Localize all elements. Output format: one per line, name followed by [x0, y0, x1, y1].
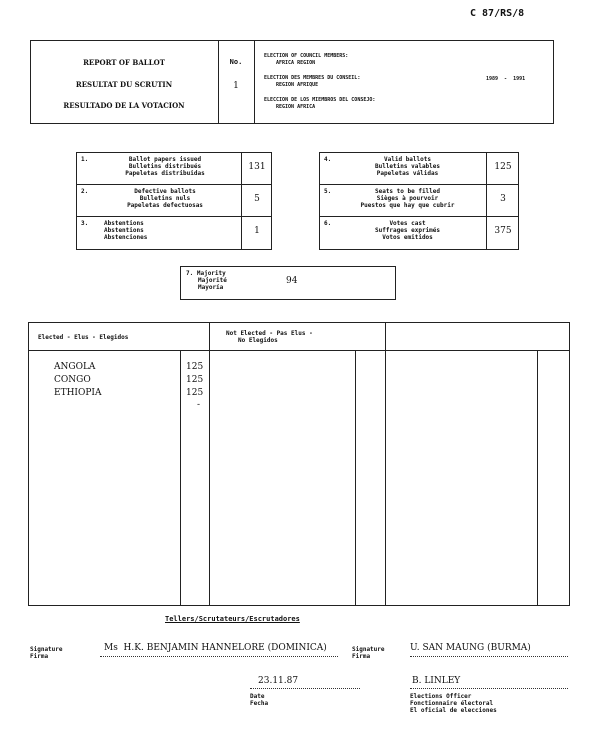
election-es-title: ELECCION DE LOS MIEMBROS DEL CONSEJO:: [264, 97, 376, 103]
firma-label-left: Firma: [30, 653, 49, 660]
stat-number: 1.: [81, 156, 89, 163]
signature-label-right: Signature: [352, 646, 385, 653]
stat-value: 125: [494, 162, 512, 172]
results-votes-col-3: [537, 350, 538, 606]
stat-label-es: Votos emitidos: [382, 234, 433, 241]
stat-label-es: Papeletas defectuosas: [127, 202, 203, 209]
results-votes-col-2: [355, 350, 356, 606]
stats-left-row-line-1: [76, 184, 272, 185]
header-divider-2: [254, 40, 255, 124]
date-line: [250, 688, 360, 689]
stat-value: 1: [254, 226, 260, 236]
stat-value: 375: [494, 226, 512, 236]
stat-value: 5: [254, 194, 260, 204]
majority-label-en-text: Majority: [196, 270, 226, 277]
majority-label-fr: Majorité: [198, 277, 227, 284]
stat-number: 4.: [324, 156, 332, 163]
stat-label-fr: Abstentions: [104, 227, 144, 234]
stat-label-fr: Bulletins valables: [374, 163, 441, 170]
stats-right-row-line-1: [319, 184, 519, 185]
teller2-signature-line: [410, 656, 568, 657]
stat-label-en: Seats to be filled: [374, 188, 441, 195]
report-title-en: REPORT OF BALLOT: [83, 58, 165, 67]
results-votes-col-1: [180, 350, 181, 606]
tellers-title: Tellers/Scrutateurs/Escrutadores: [165, 615, 300, 623]
vote-count: 125: [186, 388, 204, 398]
stats-left-row-line-2: [76, 216, 272, 217]
officer-label-fr: Fonctionnaire électoral: [410, 700, 494, 707]
stat-value: 3: [500, 194, 506, 204]
majority-value: 94: [286, 276, 298, 286]
country-name: ETHIOPIA: [54, 388, 102, 398]
officer-label-es: El oficial de elecciones: [410, 707, 497, 714]
majority-label-es: Mayoría: [198, 284, 224, 291]
stat-label-en: Votes cast: [389, 220, 426, 227]
fecha-label: Fecha: [250, 700, 269, 707]
stat-label-fr: Bulletins nuls: [139, 195, 191, 202]
vote-count: 125: [186, 362, 204, 372]
document-reference: C 87/RS/8: [470, 8, 525, 19]
results-col-divider-1: [209, 322, 210, 606]
stat-number: 6.: [324, 220, 332, 227]
teller1-name: Ms H.K. BENJAMIN HANNELORE (DOMINICA): [104, 643, 327, 653]
election-en-title: ELECTION OF COUNCIL MEMBERS:: [264, 53, 349, 59]
election-es-region: REGION AFRICA: [276, 104, 316, 110]
stat-label-en: Ballot papers issued: [128, 156, 202, 163]
stats-right-row-line-2: [319, 216, 519, 217]
officer-label-en: Elections Officer: [410, 693, 472, 700]
stat-label-fr: Sièges à pourvoir: [376, 195, 439, 202]
number-value: 1: [233, 81, 239, 91]
stat-label-es: Papeletas válidas: [376, 170, 439, 177]
stat-number: 3.: [81, 220, 89, 227]
stat-number: 2.: [81, 188, 89, 195]
country-name: CONGO: [54, 375, 91, 385]
election-period: 1989 - 1991: [486, 76, 526, 82]
stat-label-es: Papeletas distribuidas: [125, 170, 205, 177]
stat-label-fr: Suffrages exprimés: [374, 227, 441, 234]
country-name: ANGOLA: [54, 362, 96, 372]
stat-label-en: Valid ballots: [384, 156, 431, 163]
elected-header: Elected - Elus - Elegidos: [38, 334, 129, 341]
report-title-es: RESULTADO DE LA VOTACION: [63, 101, 185, 110]
teller1-signature-line: [100, 656, 338, 657]
date-label: Date: [250, 693, 265, 700]
date-value: 23.11.87: [258, 676, 299, 686]
vote-dash: -: [197, 400, 201, 410]
election-fr-region: REGION AFRIQUE: [276, 82, 319, 88]
stat-value: 131: [248, 162, 266, 172]
firma-label-right: Firma: [352, 653, 371, 660]
stat-label-fr: Bulletins distribués: [128, 163, 202, 170]
majority-label-en: [186, 270, 226, 277]
signature-label-left: Signature: [30, 646, 63, 653]
results-col-divider-2: [385, 322, 386, 606]
number-label: No.: [229, 58, 243, 66]
results-header-line: [28, 350, 570, 351]
not-elected-header-line1: Not Elected - Pas Elus -: [226, 330, 313, 337]
results-table: [28, 322, 570, 606]
teller2-name: U. SAN MAUNG (BURMA): [410, 643, 531, 653]
stat-label-es: Puestos que hay que cubrir: [360, 202, 455, 209]
vote-count: 125: [186, 375, 204, 385]
election-fr-title: ELECTION DES MEMBRES DU CONSEIL:: [264, 75, 361, 81]
election-en-region: AFRICA REGION: [276, 60, 316, 66]
stat-label-en: Abstentions: [104, 220, 144, 227]
not-elected-header-line2: No Elegidos: [238, 337, 278, 344]
report-title-fr: RESULTAT DU SCRUTIN: [75, 80, 173, 89]
stat-number: 5.: [324, 188, 332, 195]
majority-number: 7.: [186, 270, 194, 277]
officer-line: [410, 688, 568, 689]
stat-label-en: Defective ballots: [134, 188, 196, 195]
stat-label-es: Abstenciones: [104, 234, 148, 241]
officer-name: B. LINLEY: [412, 676, 461, 686]
